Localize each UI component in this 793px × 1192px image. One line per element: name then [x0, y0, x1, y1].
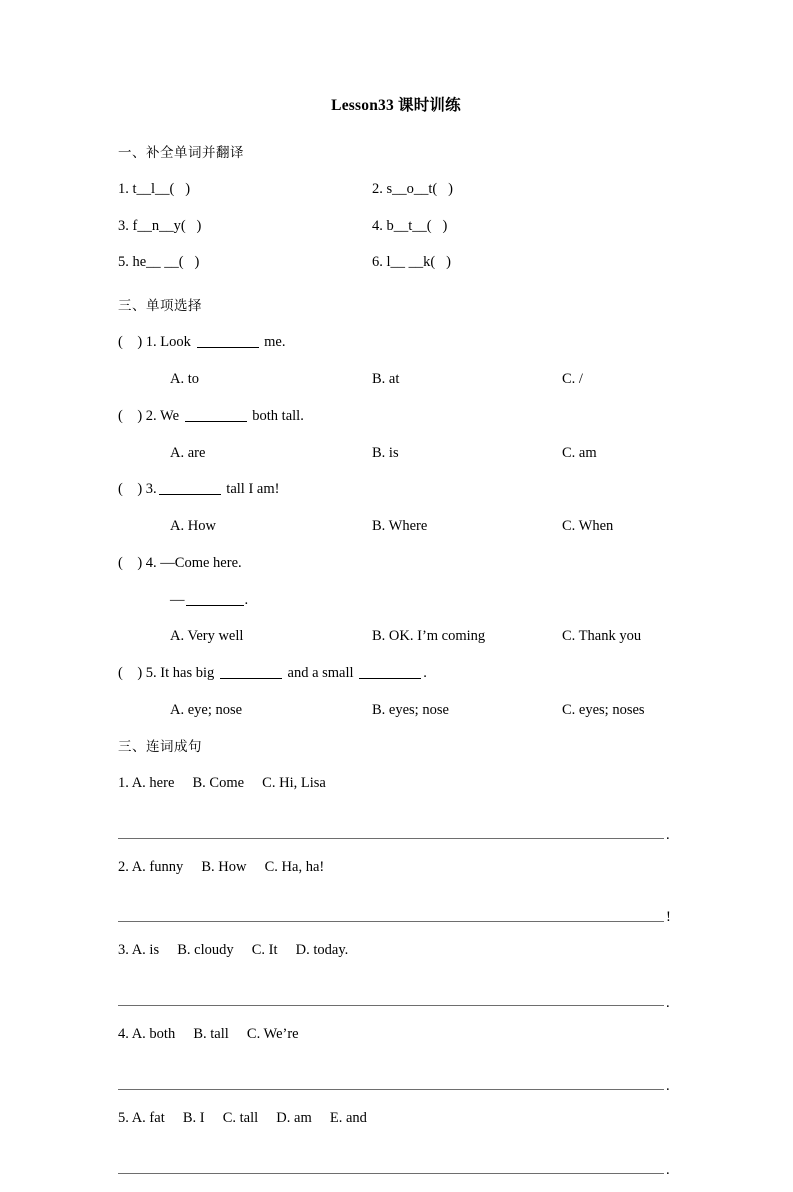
word-item-4-text[interactable]: b__t__( ) [386, 217, 448, 234]
mc-option-1-c[interactable]: C. / [562, 371, 583, 388]
mc-option-4-c[interactable]: C. Thank you [562, 628, 642, 645]
word-completion-row [118, 252, 674, 274]
section-heading-multiple-choice: 三、单项选择 [118, 298, 202, 315]
word-item-4-number: 4. [372, 217, 383, 234]
mc-question-2-stem [118, 406, 674, 428]
answer-line-5[interactable] [118, 1173, 664, 1174]
mc-option-1-b[interactable]: B. at [372, 371, 400, 388]
mc-question-5 [118, 663, 674, 722]
sentence-building-number-1: 1. [118, 774, 129, 791]
sentence-building-answer-2[interactable] [118, 904, 674, 926]
word-item-4 [372, 216, 626, 238]
sentence-building-item-5 [118, 1108, 674, 1178]
word-item-6-number: 6. [372, 254, 383, 271]
mc-question-3 [118, 479, 674, 538]
mc-option-4-a[interactable]: A. Very well [170, 628, 244, 645]
mc-question-4-dash: — [170, 591, 185, 608]
mc-answer-bracket-2[interactable]: ( ) [118, 407, 143, 424]
sentence-building-text-3: A. is B. cloudy C. It D. today. [131, 942, 349, 959]
mc-question-3-options [118, 516, 674, 538]
sentence-building-item-4 [118, 1024, 674, 1094]
mc-question-4-stem [118, 553, 674, 575]
mc-question-1-text-before: Look [160, 334, 195, 351]
sentence-building-item-2 [118, 857, 674, 927]
answer-punct-3: . [666, 994, 670, 1011]
mc-question-4-text-before: —Come here. [160, 554, 242, 571]
word-item-3 [118, 216, 372, 238]
mc-question-4 [118, 553, 674, 648]
mc-question-1-options [118, 369, 674, 391]
mc-question-2-blank[interactable] [185, 407, 247, 422]
mc-question-4-options [118, 626, 674, 648]
sentence-building-text-4: A. both B. tall C. We’re [131, 1026, 299, 1043]
mc-answer-bracket-4[interactable]: ( ) [118, 554, 143, 571]
mc-question-4-blank[interactable] [186, 591, 244, 606]
word-item-3-number: 3. [118, 217, 129, 234]
mc-question-5-stem [118, 663, 674, 685]
sentence-building-number-2: 2. [118, 858, 129, 875]
answer-line-3[interactable] [118, 1005, 664, 1006]
word-item-2 [372, 179, 626, 201]
mc-option-3-c[interactable]: C. When [562, 518, 614, 535]
mc-question-3-stem [118, 479, 674, 501]
mc-option-1-a[interactable]: A. to [170, 371, 199, 388]
mc-option-3-b[interactable]: B. Where [372, 518, 428, 535]
mc-question-1-number: 1. [145, 334, 157, 351]
mc-option-3-a[interactable]: A. How [170, 518, 216, 535]
word-item-1-text[interactable]: t__l__( ) [132, 180, 191, 197]
mc-question-1-text-after: me. [260, 334, 286, 351]
answer-punct-4: . [666, 1078, 670, 1095]
sentence-building-answer-3[interactable] [118, 988, 674, 1010]
sentence-building-item-1 [118, 773, 674, 843]
mc-answer-bracket-5[interactable]: ( ) [118, 665, 143, 682]
word-item-2-text[interactable]: s__o__t( ) [386, 180, 453, 197]
mc-question-5-blank-2[interactable] [359, 664, 421, 679]
sentence-building-answer-4[interactable] [118, 1072, 674, 1094]
mc-question-2-text-before: We [160, 407, 183, 424]
word-item-1-number: 1. [118, 180, 129, 197]
sentence-building-number-5: 5. [118, 1109, 129, 1126]
mc-question-4-stem-second-line [118, 590, 674, 612]
mc-question-1 [118, 332, 674, 391]
word-item-5-number: 5. [118, 254, 129, 271]
sentence-building-answer-1[interactable] [118, 821, 674, 843]
section-heading-word-completion: 一、补全单词并翻译 [118, 144, 244, 161]
answer-punct-5: . [666, 1162, 670, 1179]
mc-question-5-text-mid: and a small [283, 665, 358, 682]
mc-option-2-c[interactable]: C. am [562, 444, 597, 461]
word-item-6 [372, 252, 626, 274]
mc-question-5-options [118, 700, 674, 722]
mc-option-2-a[interactable]: A. are [170, 444, 206, 461]
word-item-5 [118, 252, 372, 274]
page-title: Lesson33 课时训练 [331, 97, 461, 114]
sentence-building-words-1 [118, 773, 674, 795]
mc-question-1-stem [118, 332, 674, 354]
sentence-building-number-3: 3. [118, 942, 129, 959]
mc-question-3-number: 3. [145, 481, 157, 498]
sentence-building-number-4: 4. [118, 1026, 129, 1043]
sentence-building-words-5 [118, 1108, 674, 1130]
sentence-building-item-3 [118, 940, 674, 1010]
word-item-6-text[interactable]: l__ __k( ) [386, 254, 451, 271]
mc-answer-bracket-1[interactable]: ( ) [118, 334, 143, 351]
mc-option-5-c[interactable]: C. eyes; noses [562, 701, 645, 718]
sentence-building-words-2 [118, 857, 674, 879]
mc-question-5-number: 5. [145, 665, 157, 682]
mc-question-2-text-after: both tall. [248, 407, 304, 424]
mc-option-4-b[interactable]: B. OK. I’m coming [372, 628, 486, 645]
sentence-building-text-1: A. here B. Come C. Hi, Lisa [131, 774, 326, 791]
mc-question-5-blank-1[interactable] [220, 664, 282, 679]
answer-line-1[interactable] [118, 838, 664, 839]
mc-question-2-number: 2. [145, 407, 157, 424]
mc-answer-bracket-3[interactable]: ( ) [118, 481, 143, 498]
sentence-building-words-4 [118, 1024, 674, 1046]
sentence-building-text-2: A. funny B. How C. Ha, ha! [131, 858, 325, 875]
mc-option-5-a[interactable]: A. eye; nose [170, 701, 243, 718]
mc-question-3-blank[interactable] [159, 481, 221, 496]
sentence-building-words-3 [118, 940, 674, 962]
word-completion-grid [118, 179, 674, 274]
word-completion-row [118, 216, 674, 238]
answer-line-2[interactable] [118, 921, 664, 922]
word-item-5-text[interactable]: he__ __( ) [132, 254, 200, 271]
word-item-3-text[interactable]: f__n__y( ) [132, 217, 202, 234]
mc-question-2-options [118, 443, 674, 465]
answer-punct-2: ! [666, 908, 671, 925]
answer-punct-1: . [666, 827, 670, 844]
word-item-1 [118, 179, 372, 201]
mc-question-4-number: 4. [145, 554, 157, 571]
mc-question-2 [118, 406, 674, 465]
word-completion-row [118, 179, 674, 201]
mc-option-5-b[interactable]: B. eyes; nose [372, 701, 449, 718]
sentence-building-answer-5[interactable] [118, 1156, 674, 1178]
section-heading-sentence-building: 三、连词成句 [118, 738, 202, 755]
word-item-2-number: 2. [372, 180, 383, 197]
sentence-building-text-5: A. fat B. I C. tall D. am E. and [131, 1109, 367, 1126]
mc-question-4-period: . [244, 591, 249, 608]
answer-line-4[interactable] [118, 1089, 664, 1090]
mc-option-2-b[interactable]: B. is [372, 444, 399, 461]
mc-question-5-text-after: . [423, 665, 427, 682]
mc-question-1-blank[interactable] [197, 334, 259, 349]
worksheet-content [118, 95, 674, 1192]
mc-question-5-text-before: It has big [160, 665, 218, 682]
mc-question-3-text-after: tall I am! [222, 481, 280, 498]
